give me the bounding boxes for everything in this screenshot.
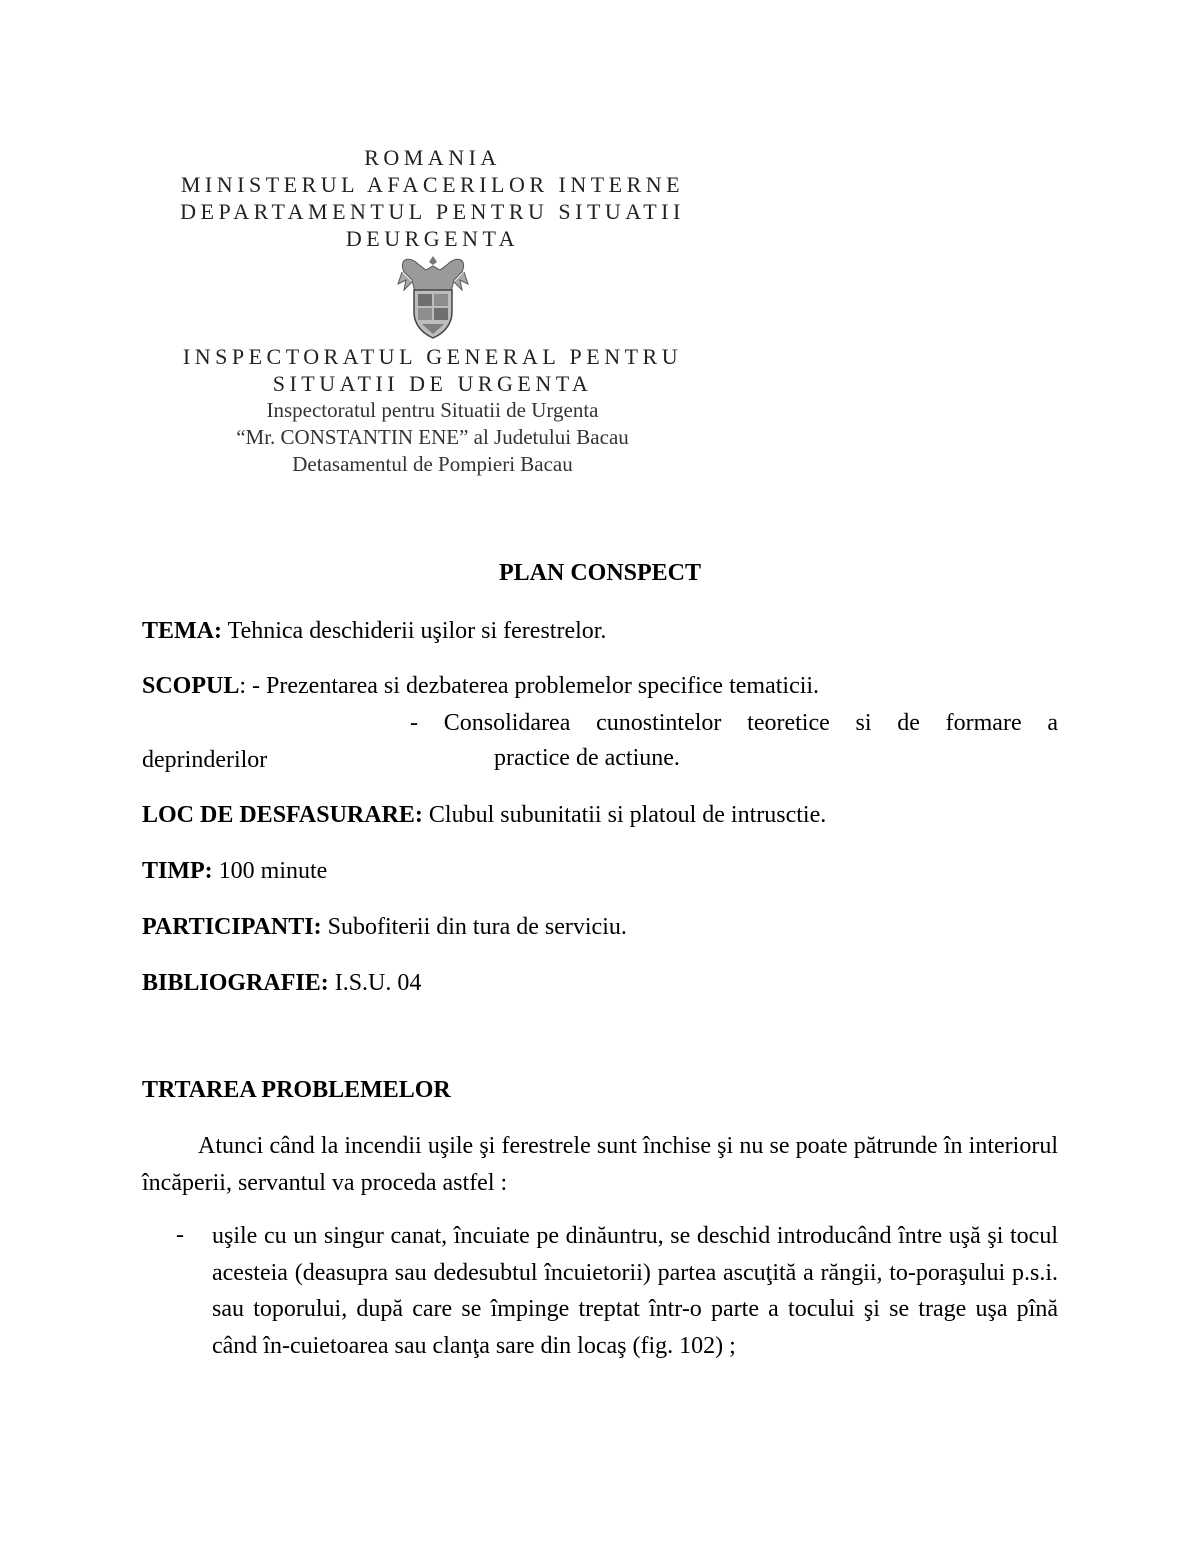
scopul-value-1: : - Prezentarea si dezbaterea problemelor specifice tematicii. [239, 673, 820, 699]
bullet-item-1: uşile cu un singur canat, încuiate pe dinăuntru, se deschid introducând între uşă şi tocul acesteia (deasupra sau dedesubtul încuietorii) partea ascuţită a răngii, to-poraşului p.s.i. sau toporului, după care se împinge treptat într-o parte a tocului şi se trage uşa pînă când în-cuietoarea sau clanţa sare din locaş (fig. 102) ; [212, 1223, 1058, 1359]
field-participanti [142, 912, 627, 942]
header-department-line2: DEURGENTA [345, 226, 520, 251]
document-title: PLAN CONSPECT [498, 560, 702, 586]
field-loc [142, 800, 826, 830]
participanti-label: PARTICIPANTI: [142, 914, 322, 940]
loc-value: Clubul subunitatii si platoul de intrusctie. [428, 802, 827, 828]
header-unit-line1: Inspectoratul pentru Situatii de Urgenta [266, 398, 599, 422]
tema-value: Tehnica deschiderii uşilor si ferestrelor. [227, 618, 607, 644]
header-inspectorate-line2: SITUATII DE URGENTA [272, 371, 593, 396]
header-department-line1: DEPARTAMENTUL PENTRU SITUATII [180, 199, 685, 224]
header-country: ROMANIA [364, 145, 501, 170]
scopul-value-3b: practice de actiune. [494, 745, 680, 771]
bullet-marker: - [176, 1222, 184, 1248]
bibliografie-value: I.S.U. 04 [334, 970, 422, 996]
timp-value: 100 minute [218, 858, 328, 884]
scopul-value-3a: deprinderilor [142, 747, 268, 773]
section-intro-paragraph: Atunci când la incendii uşile şi ferestrele sunt închise şi nu se poate pătrunde în interiorul încăperii, servantul va proceda astfel : [142, 1133, 1058, 1196]
scopul-value-2: - Consolidarea cunostintelor teoretice si de formare a [410, 710, 1058, 736]
loc-label: LOC DE DESFASURARE: [142, 802, 423, 828]
field-timp [142, 856, 327, 886]
tema-label: TEMA: [142, 618, 222, 644]
timp-label: TIMP: [142, 858, 213, 884]
header-unit-line2: “Mr. CONSTANTIN ENE” al Judetului Bacau [236, 425, 629, 449]
scopul-label: SCOPUL [142, 673, 240, 699]
bibliografie-label: BIBLIOGRAFIE: [142, 970, 329, 996]
header-unit-line3: Detasamentul de Pompieri Bacau [292, 452, 573, 476]
field-bibliografie [142, 968, 421, 998]
header-ministry: MINISTERUL AFACERILOR INTERNE [180, 172, 685, 197]
header-inspectorate-line1: INSPECTORATUL GENERAL PENTRU [182, 344, 683, 369]
coat-of-arms-icon [396, 250, 470, 340]
section-heading-text: TRTAREA PROBLEMELOR [142, 1077, 451, 1103]
section-heading [142, 1075, 451, 1105]
field-scopul [142, 671, 819, 701]
participanti-value: Subofiterii din tura de serviciu. [327, 914, 627, 940]
field-tema [142, 616, 606, 646]
